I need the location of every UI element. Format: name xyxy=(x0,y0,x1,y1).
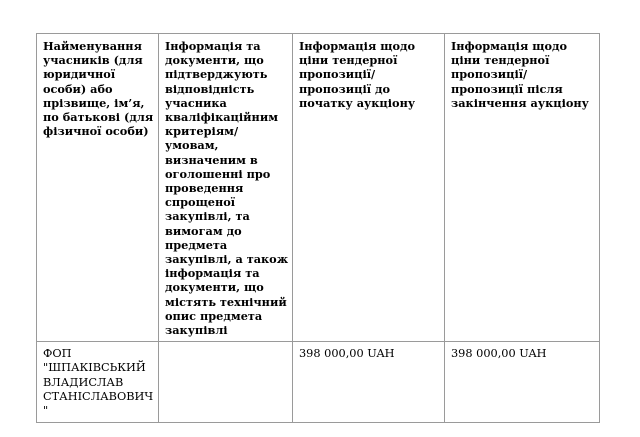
header-price-after-auction: Інформація щодо ціни тендерної пропозиції/пропозиції після закінчення аукціону xyxy=(445,34,600,342)
header-qualification-documents: Інформація та документи, що підтверджують відповідність учасника кваліфікаційним критеріям/умовам, визначеним в оголошенні про проведення спрощеної закупівлі, та вимогам до предмета закупівлі, а також інформація та документи, що містять технічний опис предмета закупівлі xyxy=(159,34,293,342)
table-header-row xyxy=(37,34,600,342)
bid-comparison-table xyxy=(36,33,600,423)
header-participant-name: Найменування учасників (для юридичної особи) або прізвище, ім’я, по батькові (для фізичної особи) xyxy=(37,34,159,342)
header-price-before-auction: Інформація щодо ціни тендерної пропозиції/пропозиції до початку аукціону xyxy=(293,34,445,342)
cell-price-after: 398 000,00 UAH xyxy=(445,342,600,423)
cell-documents xyxy=(159,342,293,423)
table-row xyxy=(37,342,600,423)
cell-participant: ФОП "ШПАКІВСЬКИЙ ВЛАДИСЛАВ СТАНІСЛАВОВИЧ" xyxy=(37,342,159,423)
cell-price-before: 398 000,00 UAH xyxy=(293,342,445,423)
